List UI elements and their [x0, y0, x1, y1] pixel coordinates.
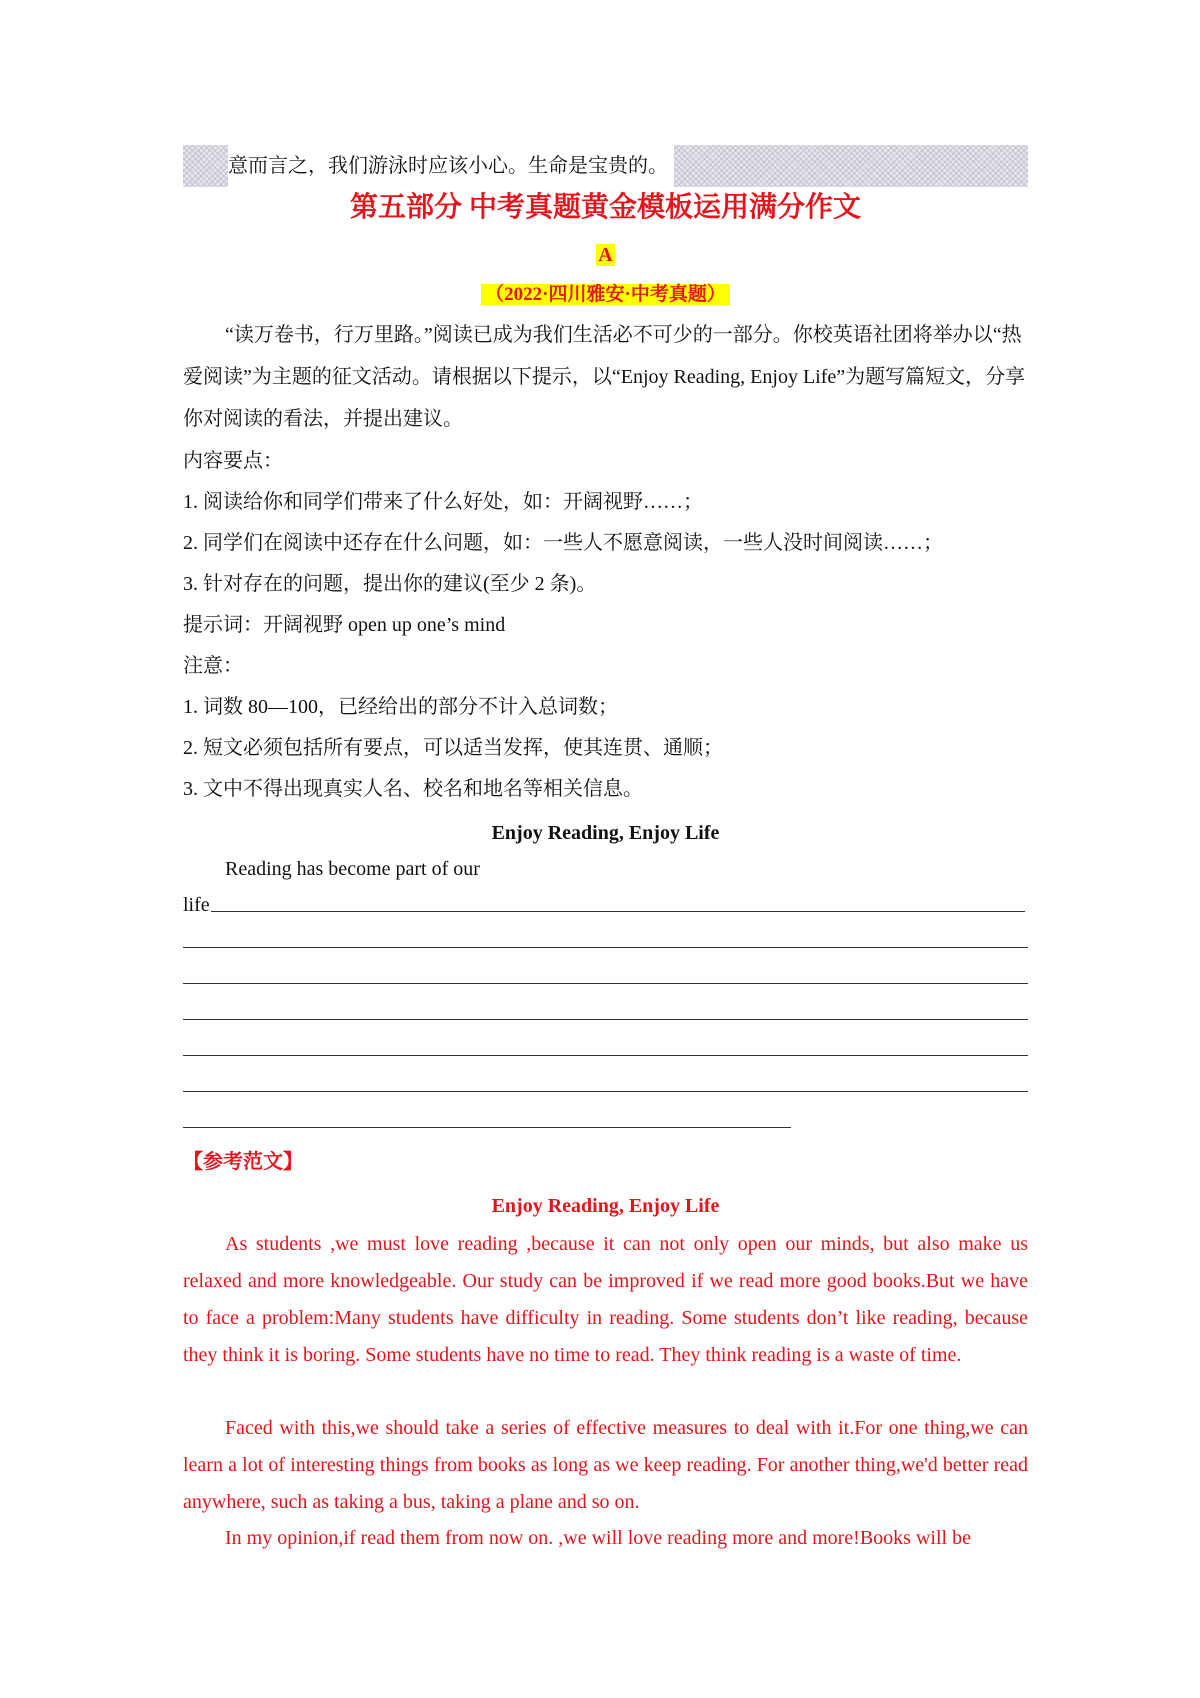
- given-start-text: Reading has become part of our: [225, 858, 480, 880]
- note-item: 1. 词数 80—100，已经给出的部分不计入总词数；: [183, 696, 618, 718]
- banner-text: 意而言之，我们游泳时应该小心。生命是宝贵的。: [228, 145, 674, 187]
- point-item: 3. 针对存在的问题，提出你的建议(至少 2 条)。: [183, 573, 597, 595]
- reference-title: Enjoy Reading, Enjoy Life: [491, 1195, 720, 1217]
- section-letter: [183, 240, 1028, 270]
- reference-paragraph: Faced with this,we should take a series of effective measures to deal with it.For one thing,we can learn a lot of interesting things from books as long as we keep reading. For another thing,we'd better read anywhere, such as taking a bus, taking a plane and so on.: [183, 1417, 1028, 1513]
- section-letter-text: A: [598, 244, 613, 266]
- reference-paragraph: As students ,we must love reading ,because it can not only open our minds, but also make us relaxed and more knowledgeable. Our study can be improved if we read more good books.But we have to face a problem:Many students have difficulty in reading. Some students don’t like reading, because they think it is boring. Some students have no time to read. They think reading is a waste of time.: [183, 1233, 1028, 1366]
- question-source: [183, 280, 1028, 310]
- prompt-paragraph: “读万卷书，行万里路。”阅读已成为我们生活必不可少的一部分。你校英语社团将举办以“热爱阅读”为主题的征文活动。请根据以下提示，以“Enjoy Reading, Enjoy Life”为题写篇短文，分享你对阅读的看法，并提出建议。: [183, 324, 1026, 430]
- answer-blank-line: [183, 947, 1028, 948]
- reference-paragraph: In my opinion,if read them from now on. ,we will love reading more and more!Books will be: [225, 1527, 971, 1549]
- part-title: 第五部分 中考真题黄金模板运用满分作文: [349, 192, 861, 223]
- question-source-text: （2022·四川雅安·中考真题）: [481, 284, 730, 305]
- point-item: 2. 同学们在阅读中还存在什么问题，如：一些人不愿意阅读，一些人没时间阅读……；: [183, 532, 943, 554]
- hint-line: 提示词：开阔视野 open up one’s mind: [183, 614, 506, 636]
- given-line-prefix: life: [183, 894, 210, 916]
- point-item: 1. 阅读给你和同学们带来了什么好处，如：开阔视野……；: [183, 491, 703, 513]
- reference-label: 【参考范文】: [183, 1151, 303, 1173]
- answer-blank-line: [183, 1019, 1028, 1020]
- note-item: 3. 文中不得出现真实人名、校名和地名等相关信息。: [183, 778, 643, 800]
- answer-blank-line: [183, 1055, 1028, 1056]
- essay-title: Enjoy Reading, Enjoy Life: [491, 822, 720, 844]
- answer-blank-line: [183, 983, 1028, 984]
- answer-blank-line: [183, 1091, 1028, 1092]
- answer-blank-line: [183, 1127, 791, 1128]
- previous-summary-banner: [183, 145, 1028, 187]
- answer-blank-line: [211, 911, 1025, 912]
- notes-label: 注意：: [183, 655, 243, 677]
- note-item: 2. 短文必须包括所有要点，可以适当发挥，使其连贯、通顺；: [183, 737, 723, 759]
- points-label: 内容要点：: [183, 450, 283, 472]
